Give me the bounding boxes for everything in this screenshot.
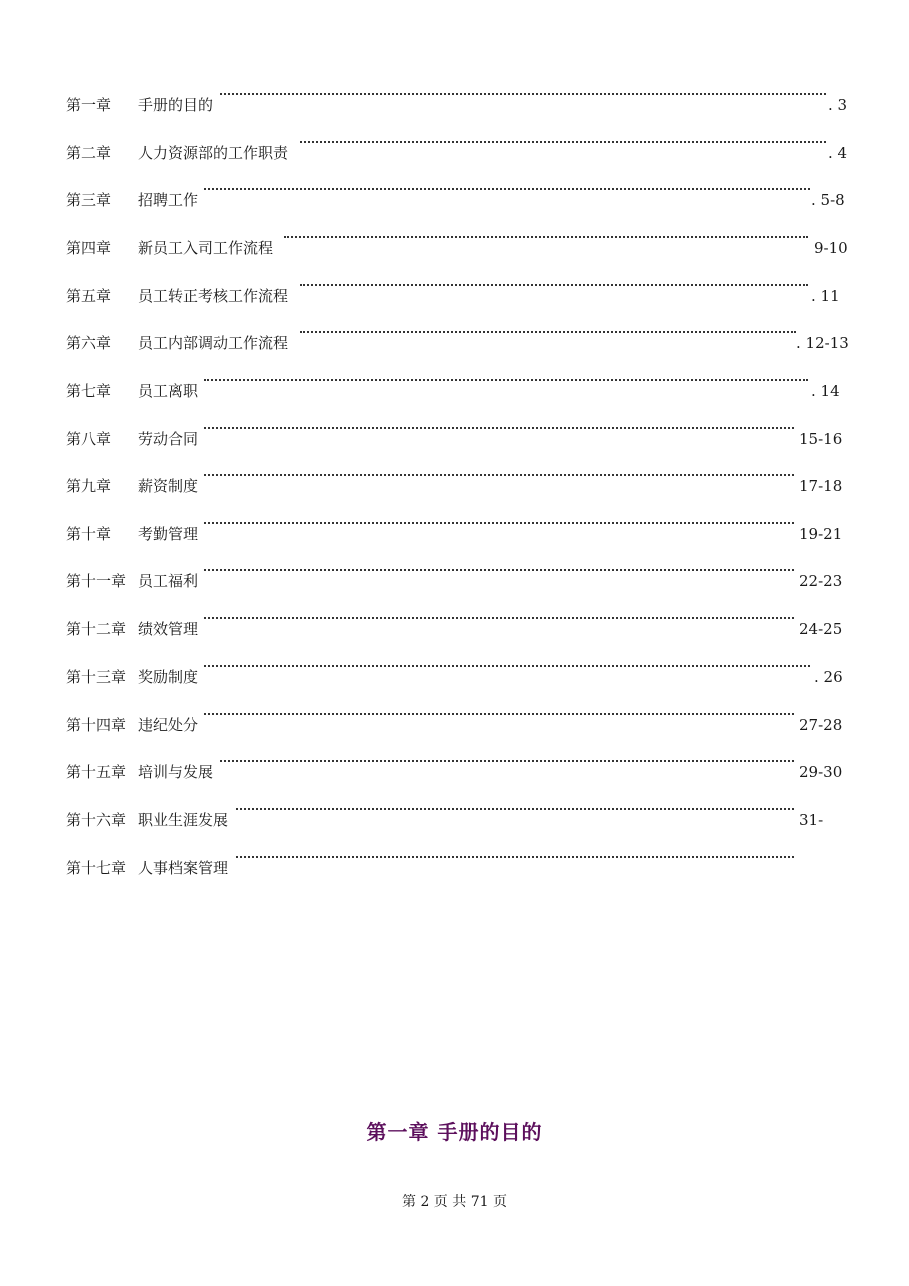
toc-entry[interactable] bbox=[66, 236, 856, 260]
toc-chapter-title: 人事档案管理 bbox=[138, 859, 229, 877]
toc-page-number: 15-16 bbox=[799, 430, 843, 448]
toc-entry[interactable] bbox=[66, 474, 856, 498]
toc-chapter-title: 薪资制度 bbox=[138, 477, 199, 495]
toc-page-number: . 11 bbox=[811, 287, 840, 305]
toc-entry[interactable] bbox=[66, 856, 856, 880]
section-heading: 第一章 手册的目的 bbox=[366, 1120, 543, 1144]
toc-page-number: 24-25 bbox=[799, 620, 843, 638]
toc-chapter-number: 第十七章 bbox=[66, 859, 127, 877]
toc-dot-leader bbox=[204, 569, 794, 571]
toc-dot-leader bbox=[220, 93, 826, 95]
toc-dot-leader bbox=[204, 427, 794, 429]
toc-chapter-title: 员工转正考核工作流程 bbox=[138, 287, 289, 305]
toc-chapter-title: 职业生涯发展 bbox=[138, 811, 229, 829]
toc-dot-leader bbox=[204, 617, 794, 619]
page-footer: 第 2 页 共 71 页 bbox=[402, 1194, 507, 1210]
toc-entry[interactable] bbox=[66, 522, 856, 546]
toc-page-number: . 5-8 bbox=[811, 191, 845, 209]
toc-dot-leader bbox=[300, 331, 796, 333]
toc-page-number: . 4 bbox=[828, 144, 848, 162]
toc-chapter-title: 培训与发展 bbox=[138, 763, 214, 781]
toc-chapter-number: 第六章 bbox=[66, 334, 112, 352]
toc-entry[interactable] bbox=[66, 93, 856, 117]
toc-entry[interactable] bbox=[66, 569, 856, 593]
toc-page-number: . 12-13 bbox=[796, 334, 849, 352]
toc-chapter-number: 第十六章 bbox=[66, 811, 127, 829]
toc-page-number: 19-21 bbox=[799, 525, 843, 543]
toc-dot-leader bbox=[204, 188, 810, 190]
toc-chapter-title: 绩效管理 bbox=[138, 620, 199, 638]
toc-chapter-title: 手册的目的 bbox=[138, 96, 214, 114]
toc-chapter-number: 第八章 bbox=[66, 430, 112, 448]
toc-chapter-number: 第十章 bbox=[66, 525, 112, 543]
toc-page-number: 22-23 bbox=[799, 572, 843, 590]
toc-chapter-number: 第一章 bbox=[66, 96, 112, 114]
toc-chapter-number: 第十三章 bbox=[66, 668, 127, 686]
toc-page-number: 27-28 bbox=[799, 716, 843, 734]
toc-chapter-number: 第四章 bbox=[66, 239, 112, 257]
toc-dot-leader bbox=[236, 856, 794, 858]
toc-page-number: 9-10 bbox=[814, 239, 848, 257]
toc-chapter-number: 第九章 bbox=[66, 477, 112, 495]
toc-entry[interactable] bbox=[66, 617, 856, 641]
toc-chapter-number: 第五章 bbox=[66, 287, 112, 305]
toc-entry[interactable] bbox=[66, 427, 856, 451]
toc-page-number: . 3 bbox=[828, 96, 848, 114]
toc-entry[interactable] bbox=[66, 284, 856, 308]
toc-chapter-number: 第三章 bbox=[66, 191, 112, 209]
toc-entry[interactable] bbox=[66, 331, 856, 355]
toc-entry[interactable] bbox=[66, 665, 856, 689]
toc-chapter-title: 违纪处分 bbox=[138, 716, 199, 734]
toc-dot-leader bbox=[204, 379, 808, 381]
toc-chapter-title: 人力资源部的工作职责 bbox=[138, 144, 289, 162]
toc-chapter-title: 考勤管理 bbox=[138, 525, 199, 543]
toc-page-number: 31- bbox=[799, 811, 824, 829]
toc-dot-leader bbox=[300, 284, 808, 286]
toc-dot-leader bbox=[220, 760, 794, 762]
toc-chapter-title: 奖励制度 bbox=[138, 668, 199, 686]
toc-dot-leader bbox=[204, 522, 794, 524]
toc-page-number: 17-18 bbox=[799, 477, 843, 495]
toc-entry[interactable] bbox=[66, 713, 856, 737]
toc-chapter-number: 第七章 bbox=[66, 382, 112, 400]
toc-entry[interactable] bbox=[66, 808, 856, 832]
toc-dot-leader bbox=[284, 236, 808, 238]
toc-dot-leader bbox=[204, 713, 794, 715]
toc-chapter-title: 招聘工作 bbox=[138, 191, 199, 209]
toc-dot-leader bbox=[204, 474, 794, 476]
toc-dot-leader bbox=[236, 808, 794, 810]
toc-dot-leader bbox=[204, 665, 810, 667]
toc-page-number: 29-30 bbox=[799, 763, 843, 781]
toc-chapter-number: 第十五章 bbox=[66, 763, 127, 781]
toc-entry[interactable] bbox=[66, 141, 856, 165]
toc-page-number: . 14 bbox=[811, 382, 840, 400]
toc-entry[interactable] bbox=[66, 188, 856, 212]
toc-entry[interactable] bbox=[66, 379, 856, 403]
toc-dot-leader bbox=[300, 141, 826, 143]
toc-chapter-title: 员工内部调动工作流程 bbox=[138, 334, 289, 352]
toc-chapter-title: 劳动合同 bbox=[138, 430, 199, 448]
toc-chapter-number: 第二章 bbox=[66, 144, 112, 162]
toc-chapter-number: 第十一章 bbox=[66, 572, 127, 590]
toc-chapter-title: 新员工入司工作流程 bbox=[138, 239, 274, 257]
toc-chapter-number: 第十四章 bbox=[66, 716, 127, 734]
toc-chapter-number: 第十二章 bbox=[66, 620, 127, 638]
toc-page-number: . 26 bbox=[814, 668, 843, 686]
toc-entry[interactable] bbox=[66, 760, 856, 784]
toc-chapter-title: 员工离职 bbox=[138, 382, 199, 400]
toc-chapter-title: 员工福利 bbox=[138, 572, 199, 590]
